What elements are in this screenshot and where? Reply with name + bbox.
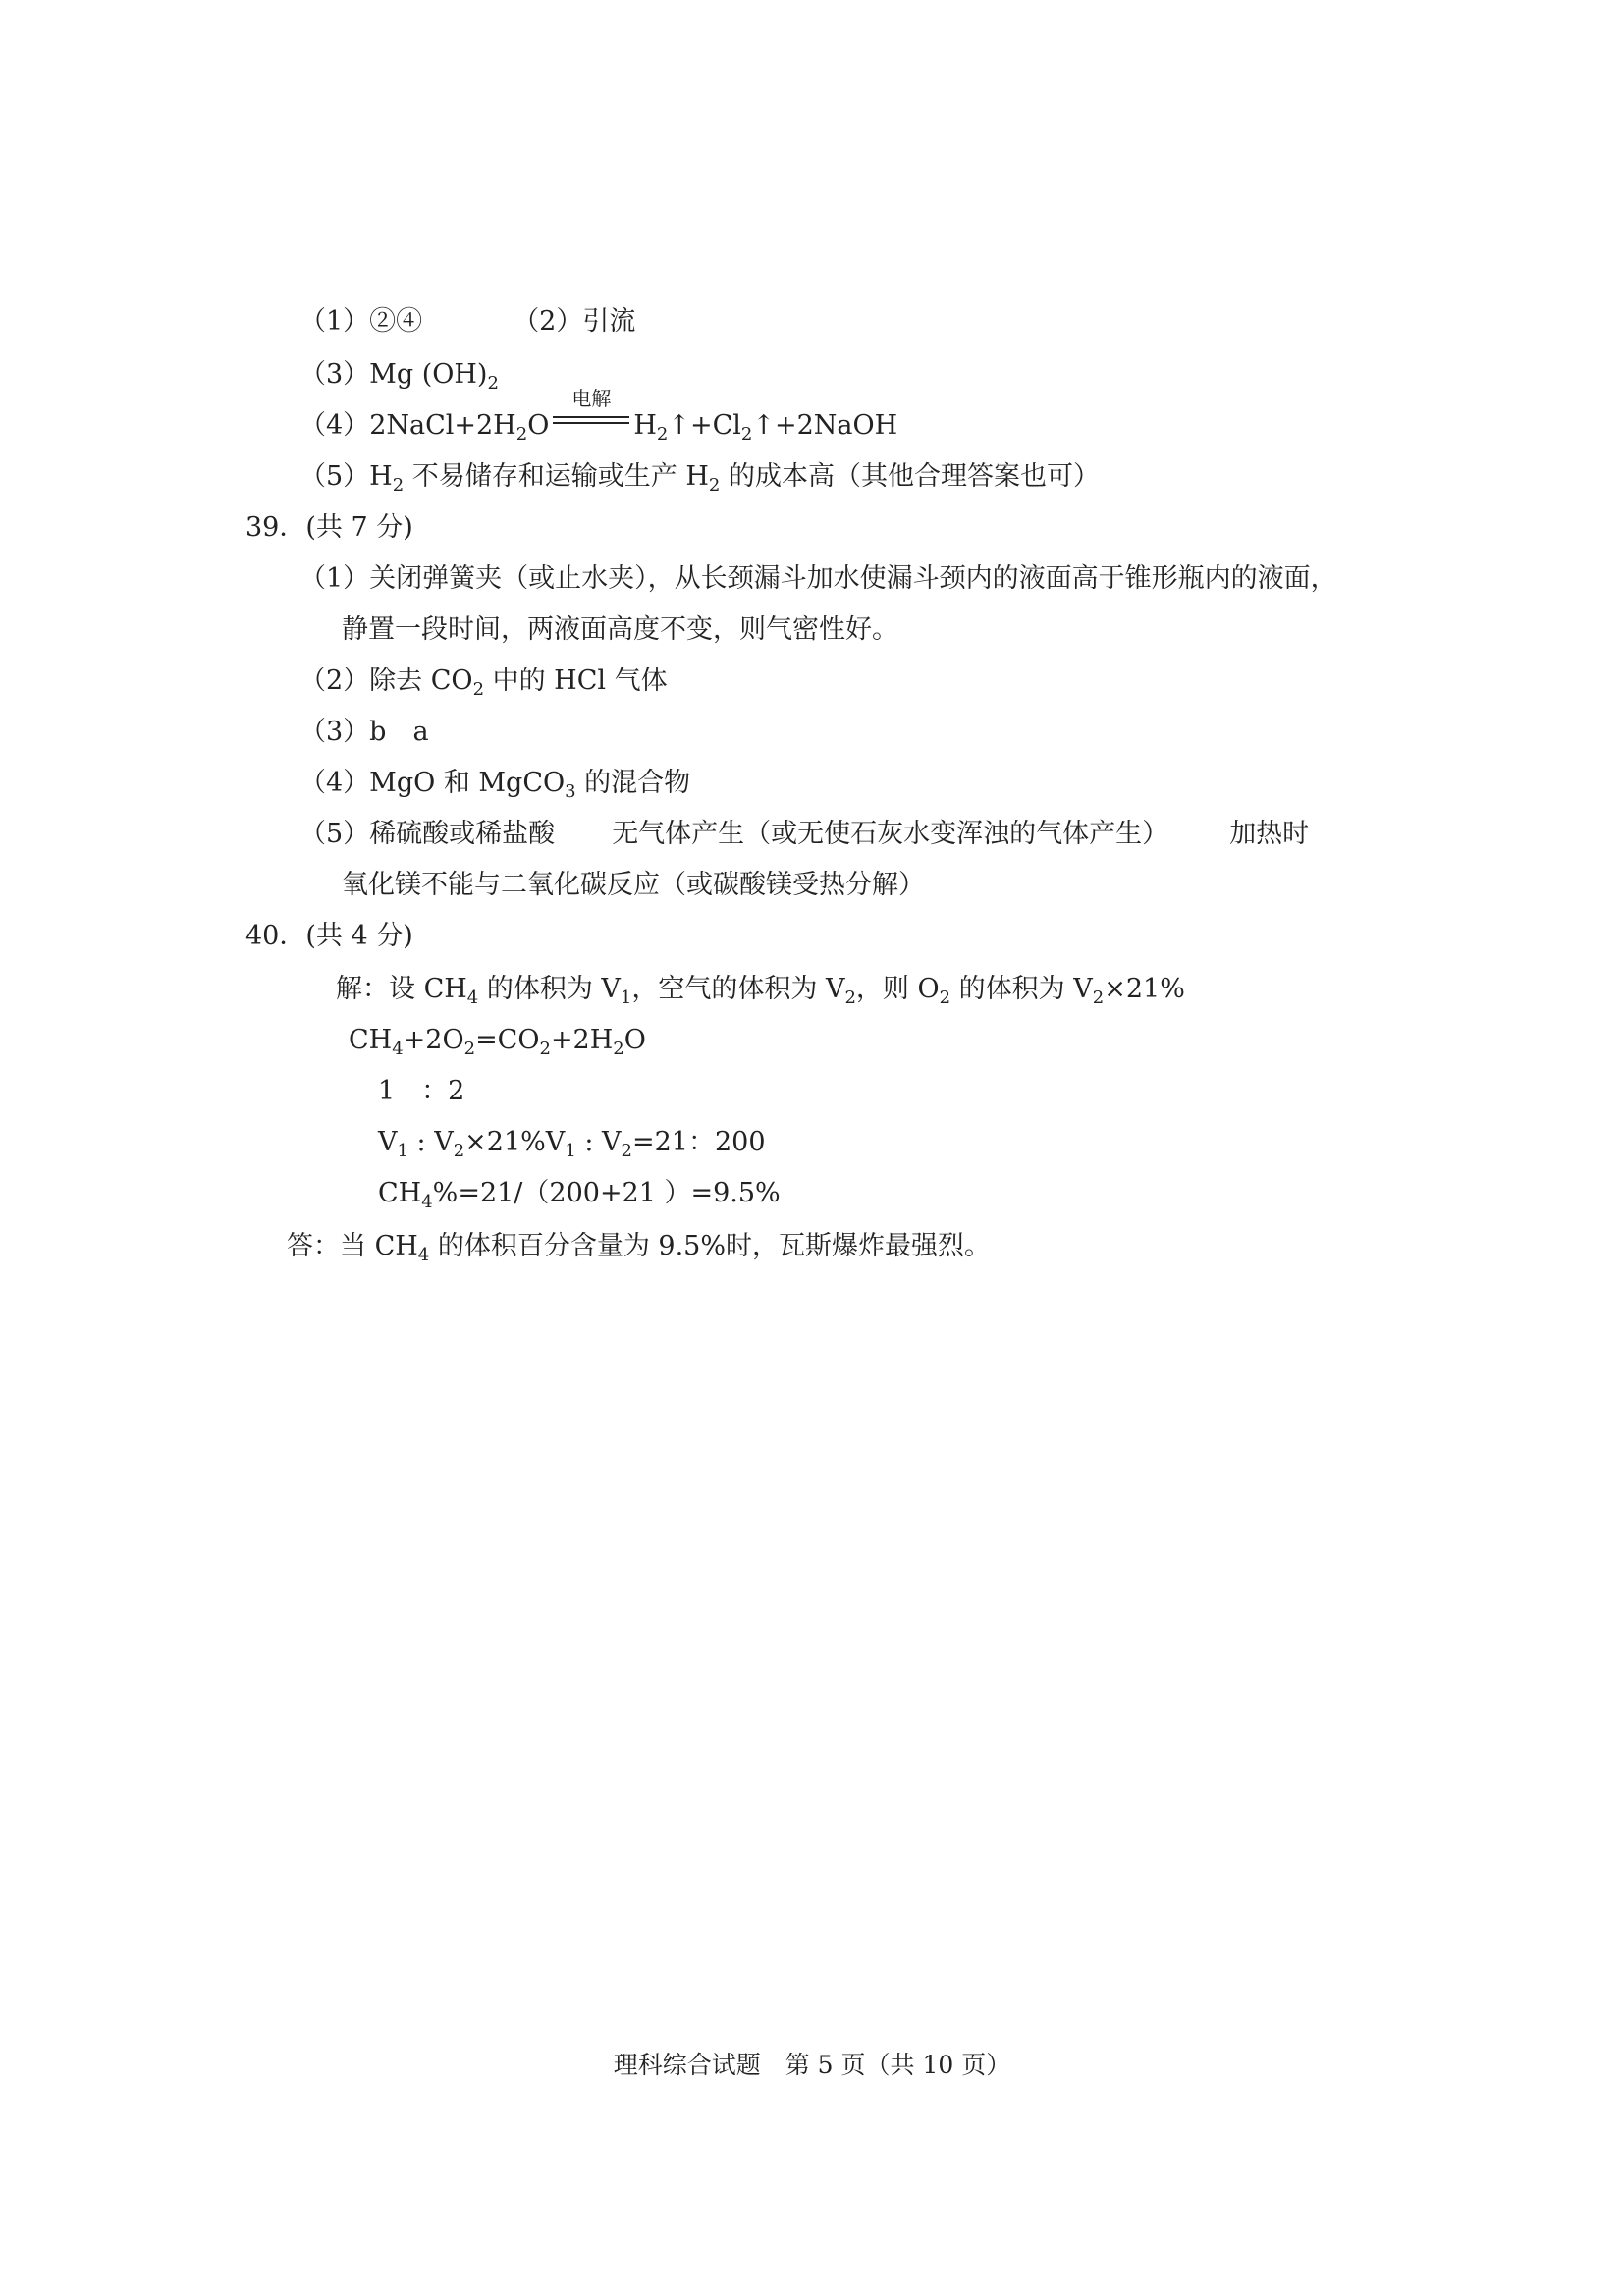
q40-solution-setup: 解：设 $CH_4$ 的体积为 $V_1$，空气的体积为 $V_2$，则 $O_2$ 的体积为 $V_2\times 21\%$ [336, 974, 1185, 1008]
q40-proportion: $V_1$ : $V_2\times 21\%V_1$ : $V_2=21$：200 [378, 1127, 766, 1161]
q39-answer-1-cont: 静置一段时间，两液面高度不变，则气密性好。 [342, 614, 898, 645]
q38-answer-1: （1）②④ [299, 306, 423, 337]
q39-answer-1: （1）关闭弹簧夹（或止水夹），从长颈漏斗加水使漏斗颈内的液面高于锥形瓶内的液面， [299, 563, 1337, 594]
q40-answer: 答：当 $CH_4$ 的体积百分含量为 9.5%时，瓦斯爆炸最强烈。 [287, 1231, 992, 1265]
q38-line-3: （3）Mg $(OH)_2$ [299, 359, 499, 394]
q39-answer-3: （3）b a [299, 717, 429, 747]
electrolysis-condition: 电解 [553, 408, 629, 430]
q39-answer-5: （5）稀硫酸或稀盐酸 无气体产生（或无使石灰水变浑浊的气体产生） 加热时 [299, 819, 1310, 849]
q38-line-1 [299, 304, 635, 340]
q38-answer-2: （2）引流 [513, 306, 636, 337]
q40-ratio: 1 ：2 [378, 1076, 465, 1106]
q39-answer-5-cont: 氧化镁不能与二氧化碳反应（或碳酸镁受热分解） [342, 870, 925, 900]
q39-answer-2: （2）除去 $CO_2$ 中的 HCl 气体 [299, 666, 668, 700]
q40-reaction-equation: $CH_4+2O_2=CO_2+2H_2O$ [349, 1025, 646, 1059]
q38-line-5: $(5)H_2$ 不易储存和运输或生产 $H_2$ 的成本高（其他合理答案也可） [299, 461, 1100, 496]
page-footer: 理科综合试题 第 5 页（共 10 页） [613, 2051, 1011, 2079]
q38-line-4-equation: $(4)2NaCl+2H_2O$ 电解 $H_2↑+Cl_2↑+2NaOH$ [299, 387, 898, 445]
q40-percentage: $CH_4\%=21/(200+21$ ）=9.5% [378, 1178, 781, 1212]
q39-answer-4: （4）MgO 和 MgCO$_3$ 的混合物 [299, 768, 691, 802]
q40-title: 40．(共 4 分) [245, 921, 413, 951]
q39-title: 39．(共 7 分) [245, 512, 413, 543]
